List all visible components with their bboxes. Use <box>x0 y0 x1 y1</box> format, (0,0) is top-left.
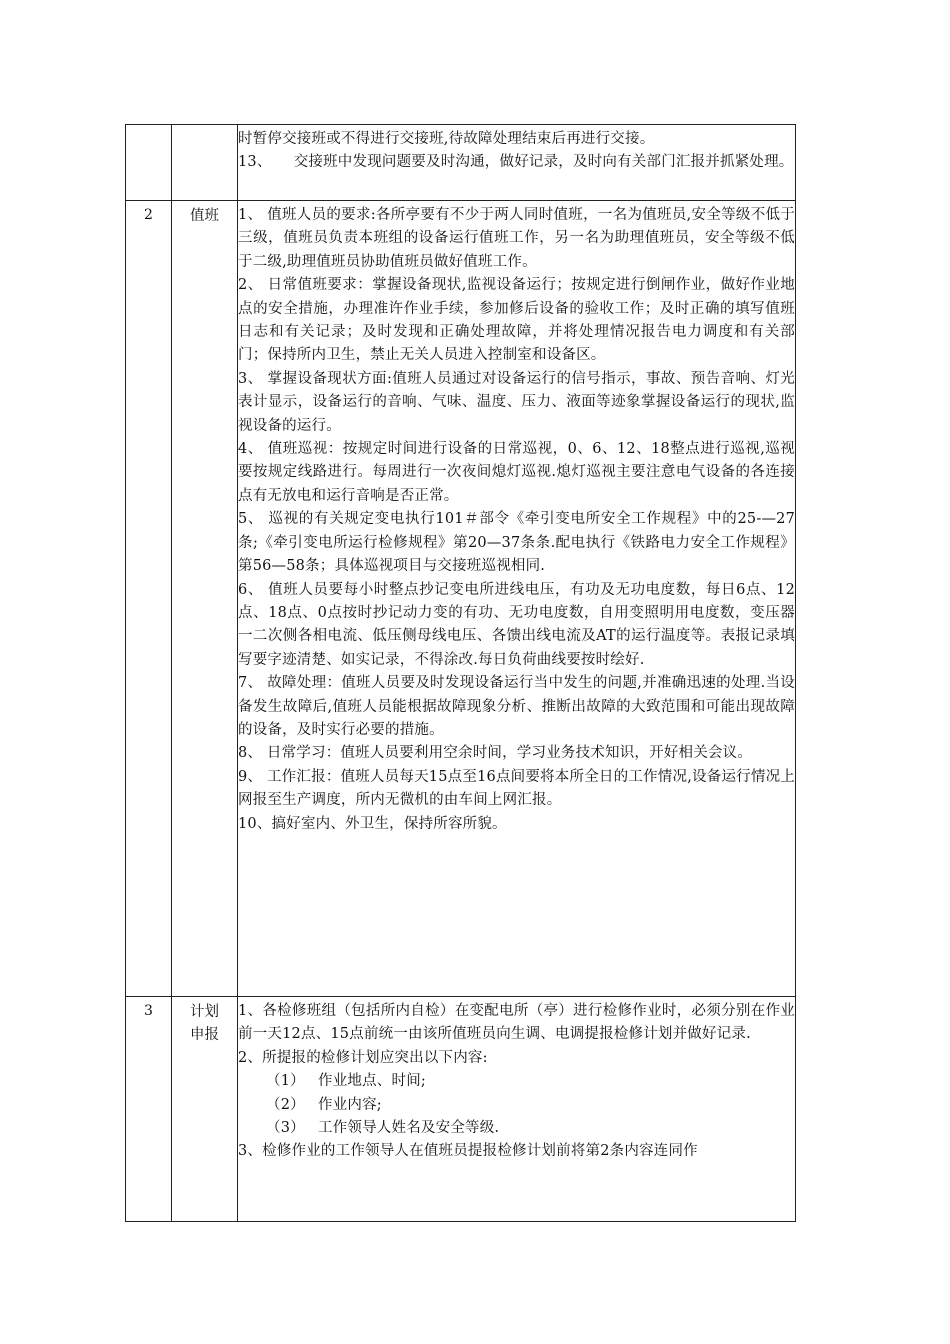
paragraph: 时暂停交接班或不得进行交接班,待故障处理结束后再进行交接。 <box>238 131 655 147</box>
sub-item <box>238 1094 795 1117</box>
row-number: 3 <box>144 1003 153 1019</box>
paragraph: 2、 日常值班要求：掌握设备现状,监视设备运行；按规定进行倒闸作业，做好作业地点的安全措施，办理准许作业手续，参加修后设备的验收工作；及时正确的填写值班日志和有关记录；及时发现和正确处理故障，并将处理情况报告电力调度和有关部门；保持所内卫生，禁止无关人员进入控制室和设备区。 <box>238 277 795 364</box>
paragraph: 5、 巡视的有关规定变电执行101＃部令《牵引变电所安全工作规程》中的25-—27条;《牵引变电所运行检修规程》第20—37条条.配电执行《铁路电力安全工作规程》第56—58条；具体巡视项目与交接班巡视相同. <box>238 511 795 575</box>
paragraph: 4、 值班巡视：按规定时间进行设备的日常巡视，0、6、12、18整点进行巡视,巡视要按规定线路进行。每周进行一次夜间熄灯巡视.熄灯巡视主要注意电气设备的各连接点有无放电和运行音响是否正常。 <box>238 441 795 504</box>
row-category-cell <box>172 201 238 997</box>
paragraph: 10、搞好室内、外卫生，保持所容所貌。 <box>238 815 507 832</box>
paragraph: 3、 掌握设备现状方面:值班人员通过对设备运行的信号指示，事故、预告音响、灯光表计显示，设备运行的音响、气味、温度、压力、液面等迹象掌握设备运行的现状,监视设备的运行。 <box>238 370 795 434</box>
row-content-cell <box>238 125 796 201</box>
paragraph: 13、 交接班中发现问题要及时沟通，做好记录，及时向有关部门汇报并抓紧处理。 <box>238 154 794 171</box>
row-content-cell <box>238 997 796 1222</box>
row-number: 2 <box>144 207 153 223</box>
row-category-cell <box>172 997 238 1222</box>
sub-item-text: 作业内容; <box>318 1096 382 1113</box>
sub-item-text: 作业地点、时间; <box>318 1073 426 1090</box>
paragraph: 3、检修作业的工作领导人在值班员提报检修计划前将第2条内容连同作 <box>238 1143 698 1160</box>
paragraph: 1、 值班人员的要求:各所亭要有不少于两人同时值班，一名为值班员,安全等级不低于三级，值班员负责本班组的设备运行值班工作，另一名为助理值班员，安全等级不低于二级,助理值班员协助值班员做好值班工作。 <box>238 207 795 270</box>
paragraph: 6、 值班人员要每小时整点抄记变电所进线电压，有功及无功电度数，每日6点、12点、18点、0点按时抄记动力变的有功、无功电度数，自用变照明用电度数，变压器一二次侧各相电流、低压侧母线电压、各馈出线电流及AT的运行温度等。表报记录填写要字迹清楚、如实记录，不得涂改.每日负荷曲线要按时绘好. <box>238 581 795 668</box>
table-row <box>126 201 796 997</box>
paragraph: 7、 故障处理：值班人员要及时发现设备运行当中发生的问题,并准确迅速的处理.当设备发生故障后,值班人员能根据故障现象分析、推断出故障的大致范围和可能出现故障的设备，及时实行必要的措施。 <box>238 675 795 738</box>
regulation-table <box>125 124 796 1222</box>
table-row <box>126 125 796 201</box>
paragraph: 1、各检修班组（包括所内自检）在变配电所（亭）进行检修作业时，必须分别在作业前一天12点、15点前统一由该所值班员向生调、电调提报检修计划并做好记录. <box>238 1003 795 1043</box>
sub-item-label: （2） <box>266 1096 305 1113</box>
sub-item <box>238 1117 795 1140</box>
sub-item-label: （3） <box>266 1120 305 1137</box>
row-category: 值班 <box>190 208 219 224</box>
paragraph: 2、所提报的检修计划应突出以下内容: <box>238 1049 488 1066</box>
sub-item-label: （1） <box>266 1073 305 1090</box>
row-category-line: 计划 <box>190 1004 219 1020</box>
table-row <box>126 997 796 1222</box>
row-category-line: 申报 <box>190 1027 219 1044</box>
sub-item <box>238 1070 795 1093</box>
sub-item-text: 工作领导人姓名及安全等级. <box>318 1120 500 1137</box>
row-content-cell <box>238 201 796 997</box>
paragraph: 8、 日常学习：值班人员要利用空余时间，学习业务技术知识，开好相关会议。 <box>238 745 753 762</box>
row-number-cell <box>126 125 172 201</box>
paragraph: 9、 工作汇报：值班人员每天15点至16点间要将本所全日的工作情况,设备运行情况上网报至生产调度，所内无微机的由车间上网汇报。 <box>238 768 795 809</box>
row-number-cell <box>126 997 172 1222</box>
row-category-cell <box>172 125 238 201</box>
row-number-cell <box>126 201 172 997</box>
